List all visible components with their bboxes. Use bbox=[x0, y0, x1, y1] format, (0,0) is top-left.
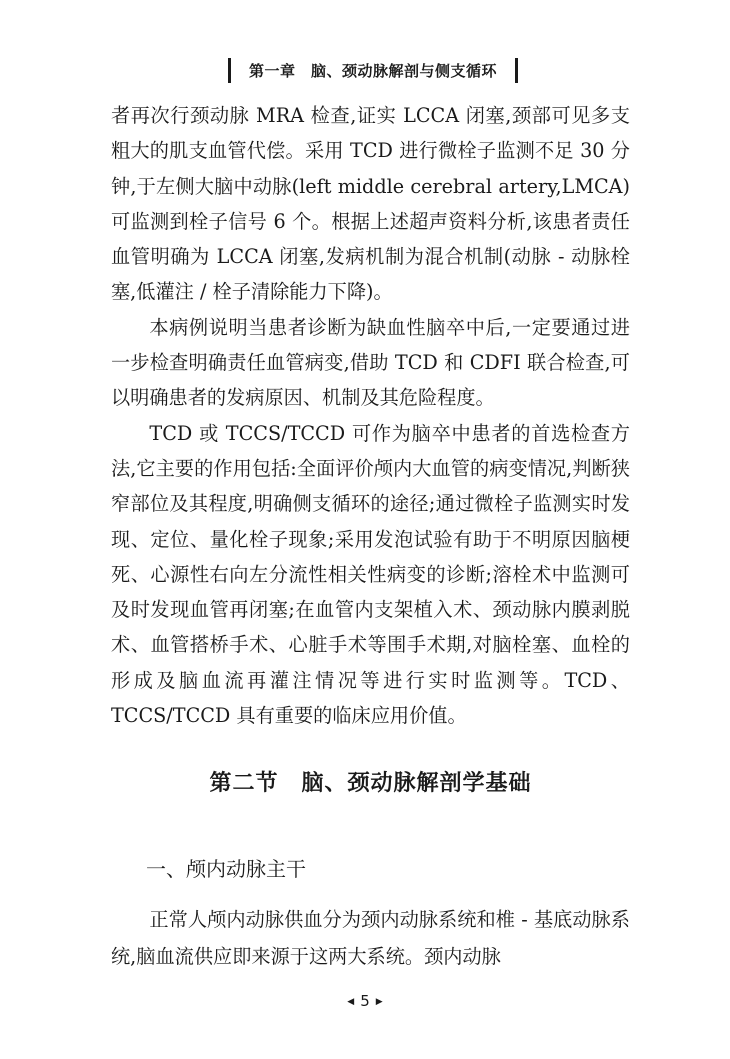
body-text-block-2 bbox=[111, 901, 630, 975]
subsection-heading: 一、颅内动脉主干 bbox=[146, 857, 306, 881]
page-number: 5 bbox=[360, 992, 370, 1010]
paragraph-continued: 者再次行颈动脉 MRA 检查,证实 LCCA 闭塞,颈部可见多支粗大的肌支血管代偿。采用 TCD 进行微栓子监测不足 30 分钟,于左侧大脑中动脉(left middle cerebral artery,LMCA)可监测到栓子信号 6 个。根据上述超声资料分析,该患者责任血管明确为 LCCA 闭塞,发病机制为混合机制(动脉 - 动脉栓塞,低灌注 / 栓子清除能力下降)。 bbox=[111, 104, 630, 304]
triangle-right-icon: ▶ bbox=[375, 997, 383, 1007]
paragraph: 本病例说明当患者诊断为缺血性脑卒中后,一定要通过进一步检查明确责任血管病变,借助 TCD 和 CDFI 联合检查,可以明确患者的发病原因、机制及其危险程度。 bbox=[111, 315, 630, 410]
paragraph: TCD 或 TCCS/TCCD 可作为脑卒中患者的首选检查方法,它主要的作用包括:全面评价颅内大血管的病变情况,判断狭窄部位及其程度,明确侧支循环的途径;通过微栓子监测实时发现、定位、量化栓子现象;采用发泡试验有助于不明原因脑梗死、心源性右向左分流性相关性病变的诊断;溶栓术中监测可及时发现血管再闭塞;在血管内支架植入术、颈动脉内膜剥脱术、血管搭桥手术、心脏手术等围手术期,对脑栓塞、血栓的形成及脑血流再灌注情况等进行实时监测等。TCD、TCCS/TCCD 具有重要的临床应用价值。 bbox=[111, 421, 630, 728]
triangle-left-icon: ◀ bbox=[347, 997, 355, 1007]
chapter-title: 第一章 脑、颈动脉解剖与侧支循环 bbox=[248, 62, 497, 80]
body-text-block bbox=[111, 98, 630, 733]
running-header bbox=[228, 58, 518, 83]
header-right-bar bbox=[515, 58, 518, 83]
paragraph: 正常人颅内动脉供血分为颈内动脉系统和椎 - 基底动脉系统,脑血流供应即来源于这两大系统。颈内动脉 bbox=[111, 908, 630, 968]
section-heading: 第二节 脑、颈动脉解剖学基础 bbox=[209, 771, 532, 796]
page-number-footer bbox=[0, 992, 730, 1010]
